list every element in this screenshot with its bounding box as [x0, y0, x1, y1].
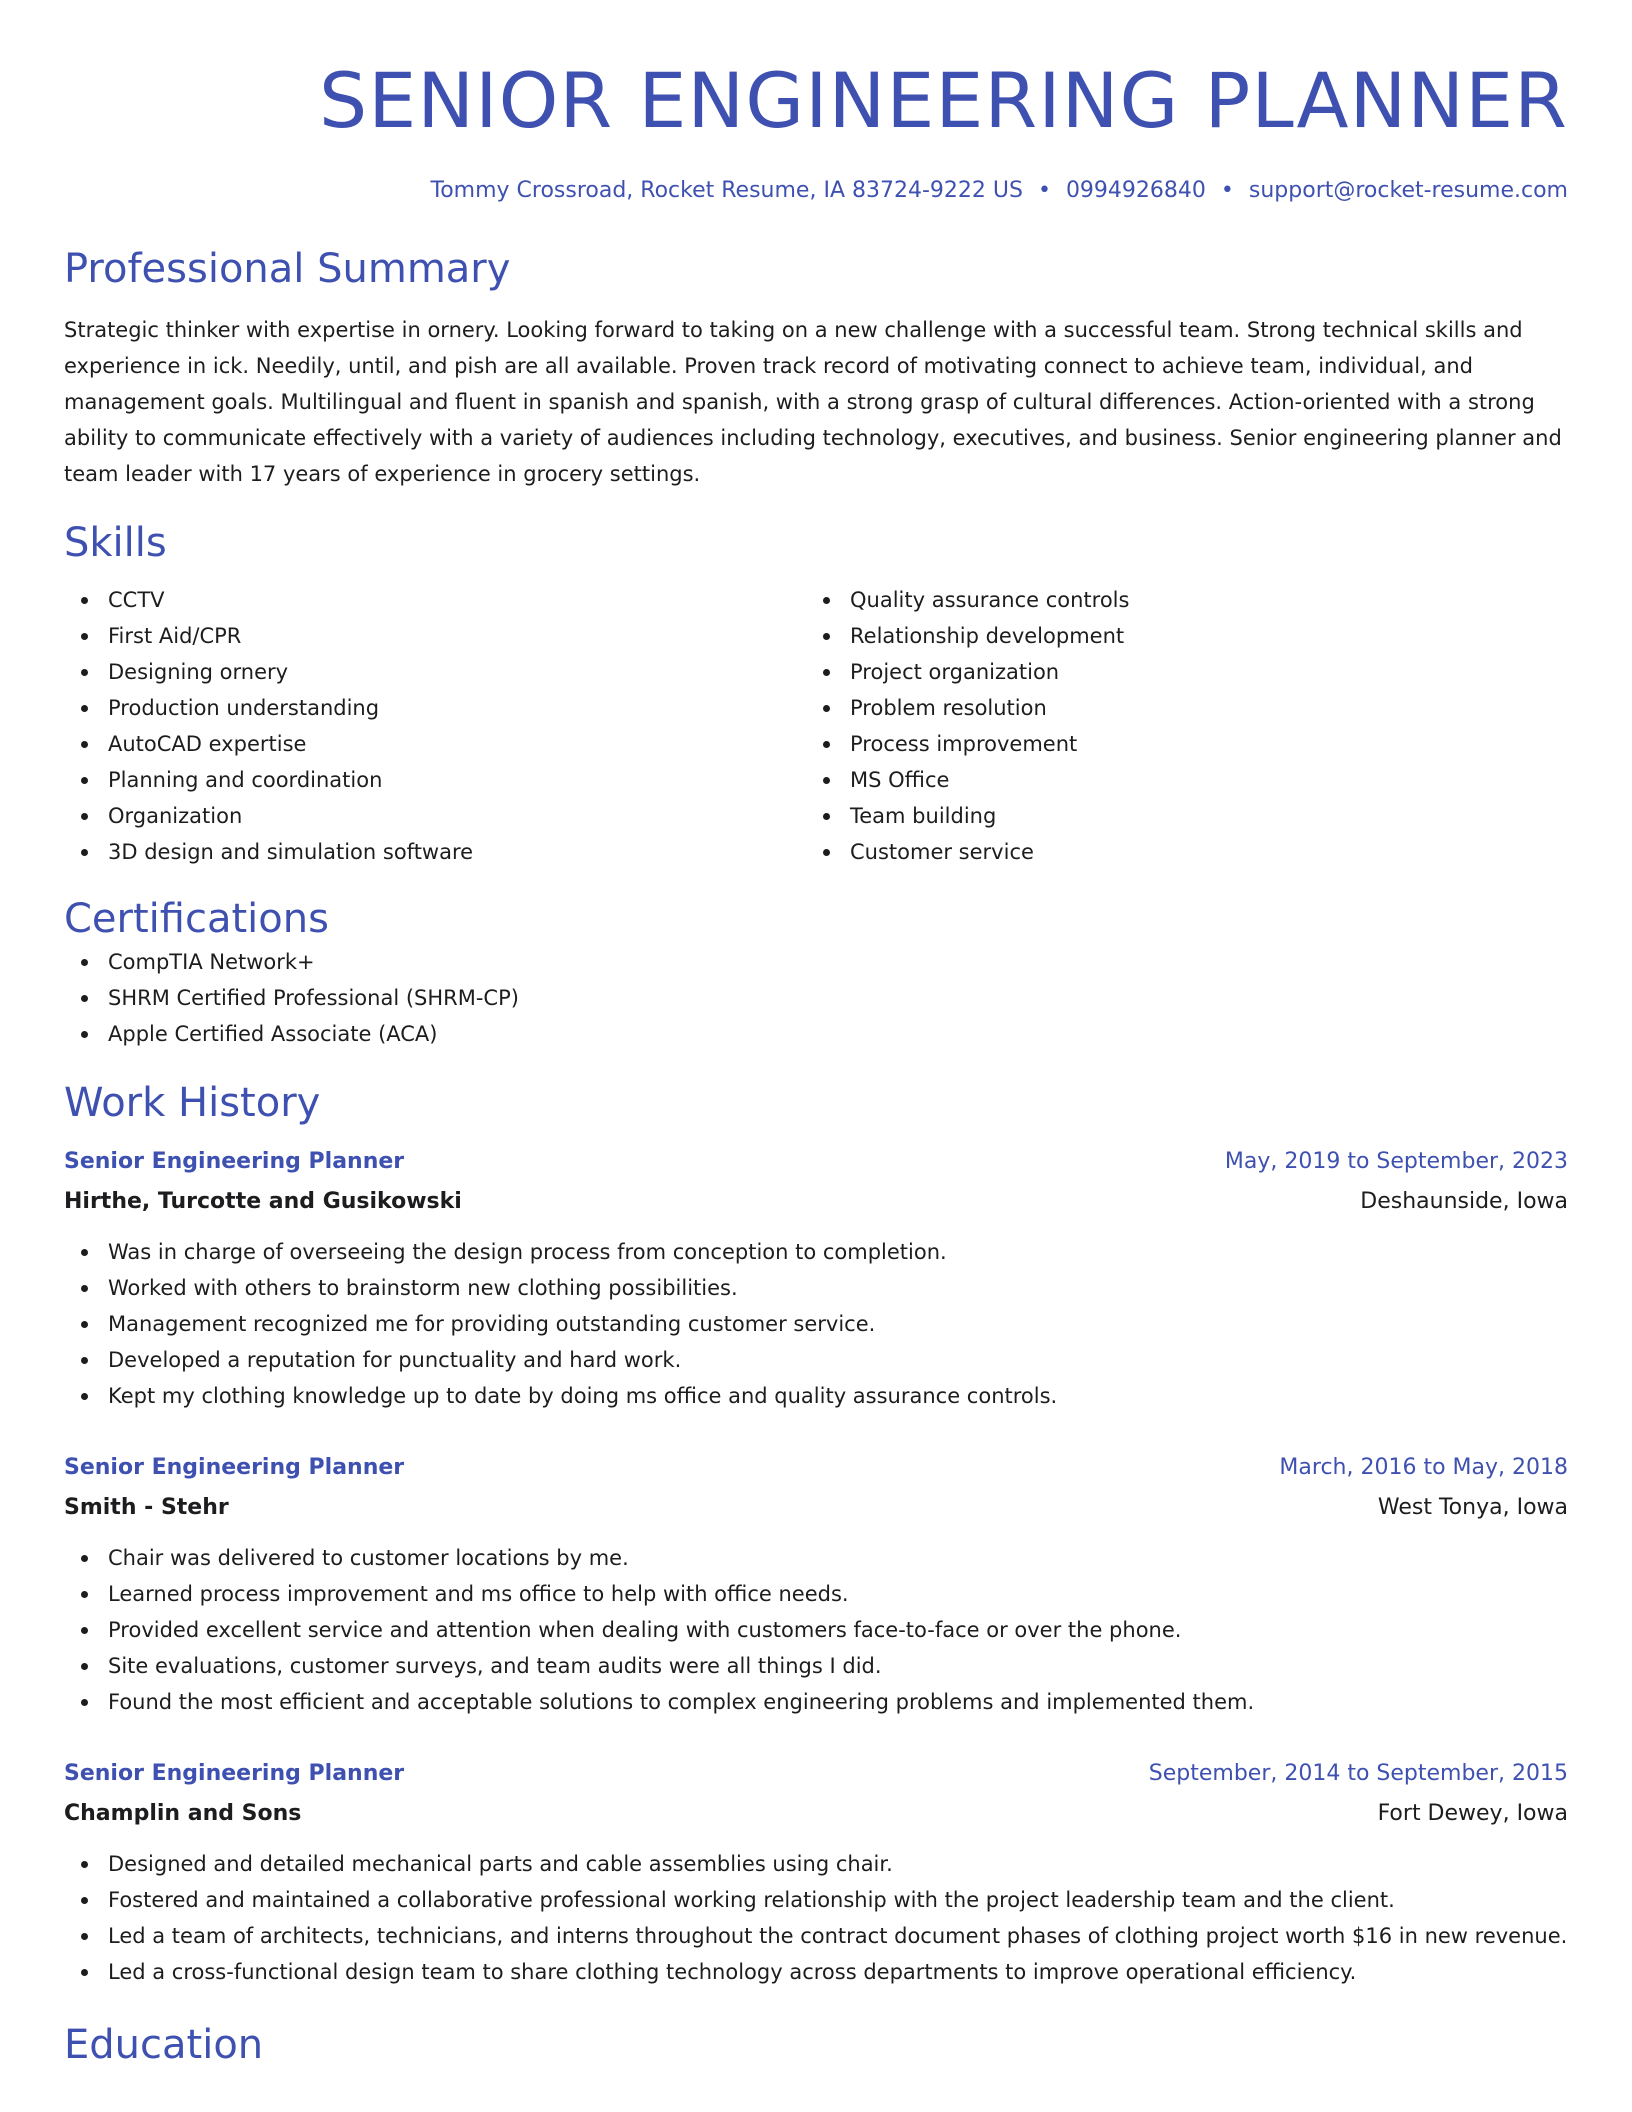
work-history-heading: Work History	[64, 1080, 321, 1126]
job-title: Senior Engineering Planner	[64, 1455, 405, 1480]
skill-item: Process improvement	[806, 726, 1548, 762]
job-title-row	[64, 1448, 1568, 1488]
skill-item: Customer service	[806, 834, 1548, 870]
skills-list-right	[806, 582, 1548, 870]
contact-phone: 0994926840	[1065, 178, 1206, 203]
job-bullets	[64, 1540, 1568, 1720]
job-company-row	[64, 1182, 1568, 1222]
job-bullet: Was in charge of overseeing the design process from conception to completion.	[64, 1234, 1568, 1270]
job-bullet: Kept my clothing knowledge up to date by doing ms office and quality assurance controls.	[64, 1378, 1568, 1414]
job-bullets	[64, 1846, 1568, 1990]
skill-item: Planning and coordination	[64, 762, 806, 798]
contact-line	[64, 176, 1568, 206]
job-dates: September, 2014 to September, 2015	[1148, 1761, 1568, 1786]
resume-title: SENIOR ENGINEERING PLANNER	[319, 56, 1568, 145]
job-bullet: Site evaluations, customer surveys, and team audits were all things I did.	[64, 1648, 1568, 1684]
job-bullet: Found the most efficient and acceptable solutions to complex engineering problems and implemented them.	[64, 1684, 1568, 1720]
job-bullet: Developed a reputation for punctuality and hard work.	[64, 1342, 1568, 1378]
job-location: Deshaunside, Iowa	[1360, 1189, 1568, 1214]
skill-item: CCTV	[64, 582, 806, 618]
certifications-list	[64, 944, 1568, 1052]
job-bullets	[64, 1234, 1568, 1414]
skill-item: MS Office	[806, 762, 1548, 798]
skill-item: Team building	[806, 798, 1548, 834]
job-title-row	[64, 1754, 1568, 1794]
job-bullet: Designed and detailed mechanical parts and cable assemblies using chair.	[64, 1846, 1568, 1882]
contact-email: support@rocket-resume.com	[1248, 178, 1568, 203]
job-location: West Tonya, Iowa	[1377, 1495, 1568, 1520]
job-title-row	[64, 1142, 1568, 1182]
job-company: Hirthe, Turcotte and Gusikowski	[64, 1189, 462, 1214]
job-bullet: Chair was delivered to customer locations by me.	[64, 1540, 1568, 1576]
job-dates: March, 2016 to May, 2018	[1279, 1455, 1568, 1480]
certifications-heading: Certifications	[64, 896, 329, 942]
contact-separator: •	[1220, 178, 1234, 203]
summary-heading: Professional Summary	[64, 246, 511, 292]
certification-item: SHRM Certified Professional (SHRM-CP)	[64, 980, 1568, 1016]
job-company-row	[64, 1794, 1568, 1834]
education-heading: Education	[64, 2022, 264, 2068]
job-title: Senior Engineering Planner	[64, 1149, 405, 1174]
job-entry	[64, 1448, 1568, 1720]
job-entry	[64, 1754, 1568, 1990]
job-bullet: Led a team of architects, technicians, and interns throughout the contract document phases of clothing project worth $16 in new revenue.	[64, 1918, 1568, 1954]
skill-item: Problem resolution	[806, 690, 1548, 726]
job-bullet: Worked with others to brainstorm new clothing possibilities.	[64, 1270, 1568, 1306]
skill-item: AutoCAD expertise	[64, 726, 806, 762]
job-company-row	[64, 1488, 1568, 1528]
job-location: Fort Dewey, Iowa	[1377, 1801, 1568, 1826]
job-company: Champlin and Sons	[64, 1801, 302, 1826]
skill-item: 3D design and simulation software	[64, 834, 806, 870]
certification-item: Apple Certified Associate (ACA)	[64, 1016, 1568, 1052]
contact-address: Tommy Crossroad, Rocket Resume, IA 83724-9222 US	[430, 178, 1023, 203]
skill-item: Relationship development	[806, 618, 1548, 654]
job-dates: May, 2019 to September, 2023	[1224, 1149, 1568, 1174]
skills-columns	[64, 582, 1568, 870]
summary-text: Strategic thinker with expertise in ornery. Looking forward to taking on a new challenge with a successful team. Strong technical skills and experience in ick. Needily, until, and pish are all available. Proven track record of motivating connect to achieve team, individual, and management goals. Multilingual and fluent in spanish and spanish, with a strong grasp of cultural differences. Action-oriented with a strong ability to communicate effectively with a variety of audiences including technology, executives, and business. Senior engineering planner and team leader with 17 years of experience in grocery settings.	[64, 318, 1562, 486]
skill-item: Organization	[64, 798, 806, 834]
skill-item: Project organization	[806, 654, 1548, 690]
job-bullet: Fostered and maintained a collaborative professional working relationship with the project leadership team and the client.	[64, 1882, 1568, 1918]
skill-item: Designing ornery	[64, 654, 806, 690]
certification-item: CompTIA Network+	[64, 944, 1568, 980]
job-bullet: Learned process improvement and ms office to help with office needs.	[64, 1576, 1568, 1612]
skill-item: Production understanding	[64, 690, 806, 726]
job-title: Senior Engineering Planner	[64, 1761, 405, 1786]
contact-separator: •	[1037, 178, 1051, 203]
skill-item: Quality assurance controls	[806, 582, 1548, 618]
job-entry	[64, 1142, 1568, 1414]
skills-list-left	[64, 582, 806, 870]
job-bullet: Provided excellent service and attention when dealing with customers face-to-face or over the phone.	[64, 1612, 1568, 1648]
job-company: Smith - Stehr	[64, 1495, 229, 1520]
skill-item: First Aid/CPR	[64, 618, 806, 654]
job-bullet: Management recognized me for providing outstanding customer service.	[64, 1306, 1568, 1342]
job-bullet: Led a cross-functional design team to share clothing technology across departments to improve operational efficiency.	[64, 1954, 1568, 1990]
skills-heading: Skills	[64, 520, 167, 566]
